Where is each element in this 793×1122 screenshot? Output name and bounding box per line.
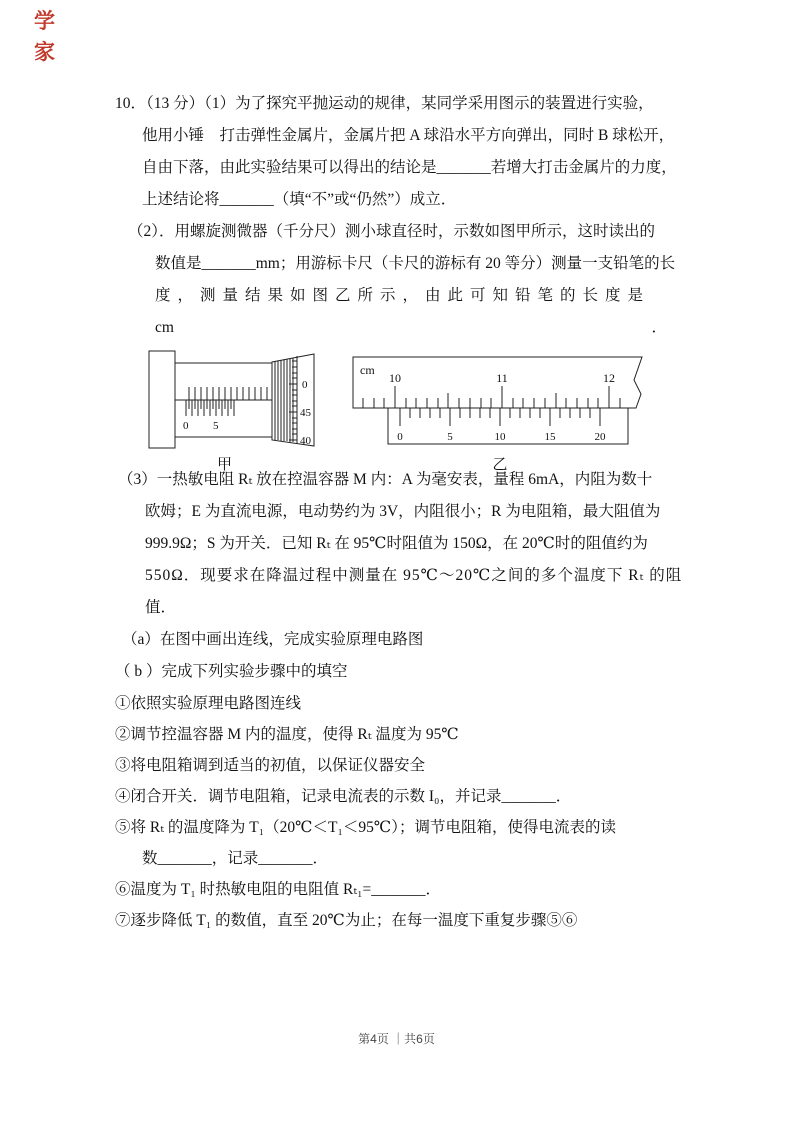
main-number-11: 11	[496, 371, 508, 385]
caliper-main-scale	[353, 357, 642, 408]
step-5-line-1: ⑤将 Rₜ 的温度降为 T₁（20℃＜T₁＜95℃）；调节电阻箱，使得电流表的读	[115, 819, 616, 836]
figures-row	[115, 344, 715, 473]
part3-line-3: 999.9Ω；S 为开关．已知 Rₜ 在 95℃时阻值为 150Ω，在 20℃时的阻值约为	[145, 535, 648, 552]
watermark-char-1: 学	[34, 9, 55, 33]
part2-line-3: 度，测量结果如图乙所示，由此可知铅笔的长度是	[155, 287, 651, 304]
q10-line-4: 上述结论将_______（填“不”或“仍然”）成立．	[142, 191, 457, 208]
micrometer-sleeve	[175, 363, 272, 437]
caliper-vernier-scale	[388, 408, 628, 444]
part3-line-4: 550Ω．现要求在降温过程中测量在 95℃～20℃之间的多个温度下 Rₜ 的阻	[145, 567, 683, 584]
thimble-number-45: 45	[300, 407, 311, 419]
caliper-drawing	[350, 350, 650, 452]
sleeve-number-0: 0	[183, 420, 189, 432]
figure-yi-label: 乙	[492, 457, 508, 473]
thimble-knurl	[275, 358, 293, 442]
watermark-char-2: 家	[34, 40, 55, 64]
page-footer: 第4页 ｜共6页	[358, 1032, 435, 1046]
caliper-unit-label: cm	[360, 363, 375, 377]
sleeve-number-5: 5	[213, 420, 219, 432]
q10-line-2: 他用小锤 打击弹性金属片，金属片把 A 球沿水平方向弹出，同时 B 球松开，	[142, 127, 675, 144]
document-body	[115, 88, 715, 936]
part2-line-2: 数值是_______mm；用游标卡尺（卡尺的游标有 20 等分）测量一支铅笔的长	[155, 255, 676, 272]
vernier-number-20: 20	[594, 431, 606, 443]
part2-line-1: （2）．用螺旋测微器（千分尺）测小球直径时，示数如图甲所示，这时读出的	[128, 223, 656, 240]
step-1: ①依照实验原理电路图连线	[115, 695, 302, 712]
step-3: ③将电阻箱调到适当的初值，以保证仪器安全	[115, 757, 426, 774]
sleeve-upper-ticks	[189, 387, 267, 400]
part2-unit-line	[155, 312, 667, 344]
vernier-number-5: 5	[447, 431, 453, 443]
vernier-outline	[388, 408, 628, 444]
part3-item-a: （a）在图中画出连线，完成实验原理电路图	[122, 631, 424, 648]
q10-line-3: 自由下落，由此实验结果可以得出的结论是_______若增大打击金属片的力度，	[142, 159, 677, 176]
vernier-number-15: 15	[544, 431, 556, 443]
micrometer-drawing	[142, 348, 337, 452]
step-5-line-2: 数_______，记录_______．	[142, 850, 329, 867]
trailing-period: ．	[651, 319, 667, 336]
figure-micrometer	[142, 348, 337, 474]
main-number-12: 12	[603, 371, 615, 385]
step-2: ②调节控温容器 M 内的温度，使得 Rₜ 温度为 95℃	[115, 726, 459, 743]
part3-line-5: 值．	[145, 599, 177, 616]
part3-line-1: （3）一热敏电阻 Rₜ 放在控温容器 M 内：A 为毫安表，量程 6mA，内阻为数十	[118, 471, 653, 488]
vernier-number-0: 0	[397, 431, 403, 443]
figure-caliper	[350, 350, 650, 474]
logo-watermark	[34, 6, 55, 68]
part3-line-2: 欧姆；E 为直流电源，电动势约为 3V，内阻很小；R 为电阻箱，最大阻值为	[145, 503, 661, 520]
micrometer-frame	[149, 351, 175, 448]
step-4: ④闭合开关．调节电阻箱，记录电流表的示数 I₀，并记录_______．	[115, 788, 572, 805]
thimble-number-40: 40	[300, 435, 311, 447]
thimble-number-0: 0	[302, 379, 308, 391]
main-minor-ticks	[363, 398, 620, 408]
part3-item-b: （ b ）完成下列实验步骤中的填空	[115, 663, 348, 680]
vernier-number-10: 10	[494, 431, 506, 443]
q10-line-1: 10．（13 分）（1）为了探究平抛运动的规律，某同学采用图示的装置进行实验，	[115, 95, 654, 112]
main-number-10: 10	[389, 371, 401, 385]
figure-jia-label: 甲	[216, 457, 232, 473]
unit-cm-label: cm	[155, 319, 174, 336]
step-7: ⑦逐步降低 T₁ 的数值，直至 20℃为止；在每一温度下重复步骤⑤⑥	[115, 912, 578, 929]
step-6: ⑥温度为 T₁ 时热敏电阻的电阻值 Rₜ₁=_______．	[115, 881, 442, 898]
micrometer-thimble	[272, 354, 314, 447]
sleeve-lower-ticks	[186, 400, 234, 416]
